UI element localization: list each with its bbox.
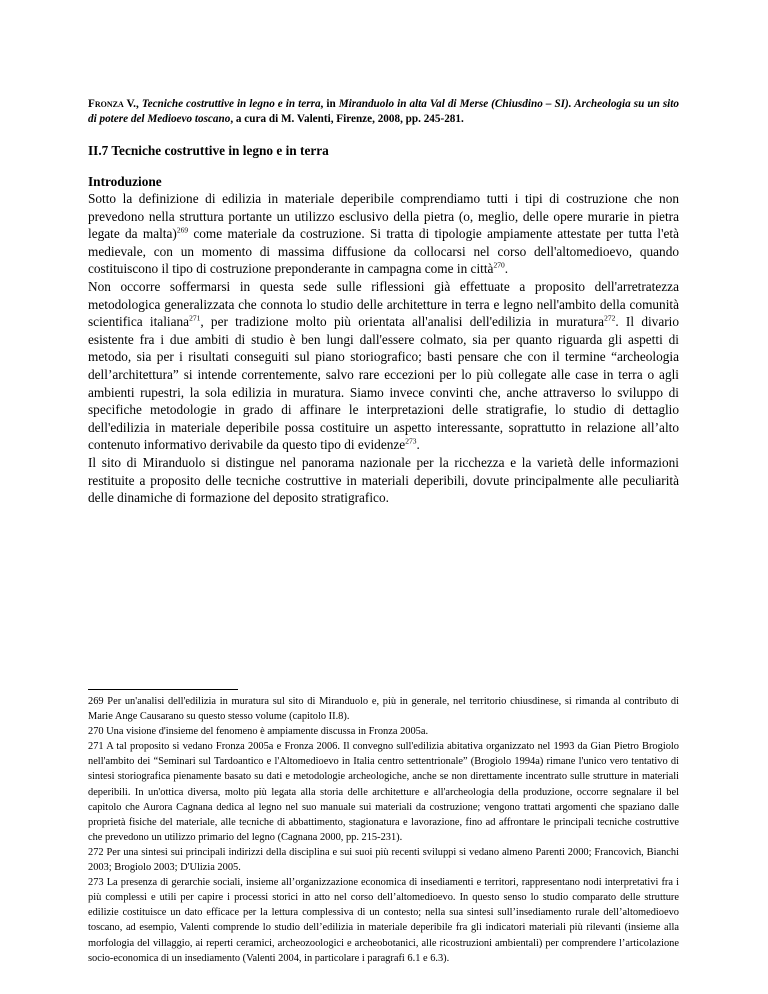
footnote-ref-271[interactable]: 271 (189, 313, 201, 323)
paragraph-1-text-c: . (504, 261, 509, 277)
footnote-separator (88, 689, 238, 690)
paragraph-1 (88, 190, 679, 278)
citation-book-title: Miranduolo in alta Val di Merse (Chiusdino – SI). Archeologia su un sito di potere del Medioevo toscano (88, 98, 679, 125)
paragraph-3: Il sito di Miranduolo si distingue nel panorama nazionale per la ricchezza e la varietà delle informazioni restituite a proposito delle tecniche costruttive in materiali deperibili, dovute principalmente alle peculiarità delle dinamiche di formazione del deposito stratigrafico. (88, 454, 679, 506)
citation-author: Fronza V. (88, 98, 136, 110)
footnote-270: 270 Una visione d'insieme del fenomeno è ampiamente discussa in Fronza 2005a. (88, 726, 429, 738)
body-text (88, 190, 679, 507)
footnote-273: 273 La presenza di gerarchie sociali, insieme all’organizzazione economica di insediamenti e territori, rappresentano nodi interpretativi fra i più complessi e utili per capire i processi storici in atto nel corso dell’altomedioevo. In questo senso lo studio comparato delle strutture edilizie costituisce un dato efficace per la lettura complessiva di un contesto; nella sua sintesi sull’insediamento rurale dell’altomedioevo toscano, ad esempio, Valenti comprende lo studio dell’edilizia in materiale deperibile fra gli indicatori materiali più rilevanti (insieme alla morfologia del villaggio, ai reperti ceramici, archeozoologici e archeobotanici, alle ricostruzioni ambientali) per comprendere l’articolazione socio-economica di un insediamento (Valenti 2004, in particolare i paragrafi 6.1 e 6.3). (88, 877, 679, 964)
footnote-ref-273[interactable]: 273 (405, 436, 417, 446)
paragraph-1-text-b: come materiale da costruzione. Si tratta di tipologie ampiamente attestate per tutta l'età medievale, con un momento di massima diffusione da collocarsi nel corso dell'altomedioevo, quando costituiscono il tipo di costruzione preponderante in campagna come in città (88, 226, 679, 277)
paragraph-2-text-d: . (416, 437, 420, 453)
paragraph-2-text-b: , per tradizione molto più orientata all'analisi dell'edilizia in muratura (200, 314, 605, 330)
footnote-272: 272 Per una sintesi sui principali indirizzi della disciplina e sui suoi più recenti sviluppi si vedano almeno Parenti 2000; Francovich, Bianchi 2003; Brogiolo 2003; D'Ulizia 2005. (88, 846, 679, 874)
footnotes (88, 694, 679, 966)
footnote-271: 271 A tal proposito si vedano Fronza 2005a e Fronza 2006. Il convegno sull'edilizia abitativa organizzato nel 1993 da Gian Pietro Brogiolo nell'ambito dei “Seminari sul Tardoantico e l'Altomedioevo in Italia centro settentrionale” (Brogiolo 1994a) rimane l'unico vero tentativo di sintesi storiografica pienamente basato su dati e metodologie archeologiche, anche se non direttamente incentrato sulle strutture in materiali deperibili. In un'ottica diversa, molto più legata alla storia delle architetture e all'archeologia della produzione, occorre segnalare il bel capitolo che Aurora Cagnana dedica al legno nel suo manuale sui materiali da costruzione; vengono trattati argomenti che spaziano dalle proprietà fisiche del materiale, alle tecniche di abbattimento, stagionatura e lavorazione, fino ad affrontare le principali tecniche costruttive che prevedono un utilizzo primario del legno (Cagnana 2000, pp. 215-231). (88, 741, 679, 843)
footnote-ref-270[interactable]: 270 (493, 260, 505, 270)
footnote-269: 269 Per un'analisi dell'edilizia in muratura sul sito di Miranduolo e, più in generale, nel territorio chiusdinese, si rimanda al contributo di Marie Ange Causarano su questo stesso volume (capitolo II.8). (88, 696, 679, 723)
introduction-heading: Introduzione (88, 174, 162, 189)
paragraph-1-text-a: Sotto la definizione di edilizia in materiale deperibile comprendiamo tutti i tipi di costruzione che non prevedono nella struttura portante un utilizzo esclusivo della pietra (o, meglio, delle opere murarie in pietra legate da malta) (88, 191, 679, 242)
citation-in: , in (320, 98, 339, 110)
paragraph-2-text-a: Non occorre soffermarsi in questa sede sulle riflessioni già effettuate a proposito dell'arretratezza metodologica generalizzata che connota lo studio delle architetture in terra e legno nell'ambito della comunità scientifica italiana (88, 278, 679, 330)
citation-title: Tecniche costruttive in legno e in terra (141, 98, 321, 110)
bibliographic-citation: Fronza V., Tecniche costruttive in legno e in terra, in Miranduolo in alta Val di Merse (Chiusdino – SI). Archeologia su un sito di potere del Medioevo toscano, a cura di M. Valenti, Firenze, 2008, pp. 245-281. (88, 98, 679, 125)
section-title: II.7 Tecniche costruttive in legno e in terra (88, 143, 329, 158)
citation-rest: , a cura di M. Valenti, Firenze, 2008, pp. 245-281. (230, 113, 464, 125)
paragraph-2-text-c: . Il divario esistente fra i due ambiti di studio è ben lungi dall'essere colmato, sia per quanto riguarda gli aspetti di metodo, sia per i risultati conseguiti sul piano storiografico; basti pensare che con il termine “archeologia dell’architettura” si intende correntemente, salvo rare eccezioni per lo più collegate alle case in terra o agli ambienti rupestri, la sola edilizia in muratura. Siamo invece convinti che, anche attraverso lo sviluppo di specifiche metodologie in grado di affinare le interpretazioni delle stratigrafie, lo studio di dettaglio dell'edilizia in materiale deperibile possa costituire un aspetto interessante, soprattutto in relazione all’alto contenuto informativo derivabile da questo tipo di evidenze (88, 314, 679, 453)
footnote-ref-269[interactable]: 269 (176, 225, 189, 235)
paragraph-2 (88, 278, 679, 454)
footnote-ref-272[interactable]: 272 (604, 313, 616, 323)
